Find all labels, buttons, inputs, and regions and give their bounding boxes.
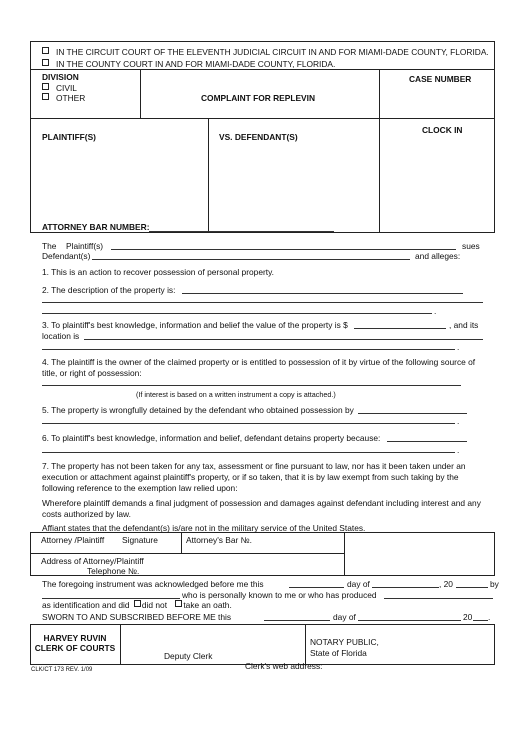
intro-defendants: Defendant(s): [42, 251, 91, 261]
description-field-1[interactable]: [182, 293, 463, 294]
ack-day-of: day of: [347, 579, 370, 589]
divider: [120, 624, 121, 665]
plaintiffs-field[interactable]: [111, 249, 456, 250]
paragraph-3b: , and its: [449, 320, 479, 330]
state-label: State of Florida: [310, 648, 367, 658]
divider: [140, 69, 141, 119]
ack-line-start: The foregoing instrument was acknowledged before me this: [42, 579, 264, 589]
divider: [305, 624, 306, 665]
ack-twenty: , 20: [439, 579, 453, 589]
checkbox-icon[interactable]: [42, 83, 49, 90]
sworn-twenty: 20: [463, 612, 473, 622]
ack-year-field[interactable]: [456, 587, 488, 588]
ack-month-field[interactable]: [372, 587, 439, 588]
case-number-label: CASE NUMBER: [409, 74, 472, 84]
plaintiff-label: PLAINTIFF(S): [42, 132, 96, 142]
attorney-bar-field[interactable]: [149, 231, 334, 232]
checkbox-icon[interactable]: [42, 59, 49, 66]
sworn-year-field[interactable]: [473, 620, 488, 621]
web-address-label: Clerk's web address:: [245, 661, 323, 671]
detains-because-field-2[interactable]: [42, 452, 455, 453]
division-label: DIVISION: [42, 72, 79, 82]
sworn-day-of: day of: [333, 612, 356, 622]
paragraph-7a: 7. The property has not been taken for any tax, assessment or fine pursuant to law, nor has it been taken under an: [42, 461, 466, 471]
description-field-3[interactable]: [42, 313, 432, 314]
wherefore-line-2: costs authorized by law.: [42, 509, 131, 519]
county-court-option[interactable]: [42, 59, 335, 69]
address-label: Address of Attorney/Plaintiff: [41, 556, 144, 566]
divider: [30, 553, 344, 554]
attorney-plaintiff-label: Attorney /Plaintiff: [41, 535, 105, 545]
division-civil-option[interactable]: [42, 83, 77, 93]
did-not-text: did not: [141, 600, 168, 610]
as-identification: [42, 600, 232, 610]
ack-known: who is personally known to me or who has produced: [182, 590, 377, 600]
obtained-by-field-2[interactable]: [42, 423, 455, 424]
paragraph-7c: following reference to the exemption law relied upon:: [42, 483, 238, 493]
ack-id-field[interactable]: [384, 598, 493, 599]
as-id-text: as identification and did: [42, 600, 130, 610]
period-mark: .: [457, 416, 460, 426]
checkbox-icon[interactable]: [42, 93, 49, 100]
period-mark: .: [434, 306, 437, 316]
intro-sues: sues: [462, 241, 480, 251]
clock-in-label: CLOCK IN: [422, 125, 463, 135]
notary-public-label: NOTARY PUBLIC,: [310, 637, 379, 647]
form-title: COMPLAINT FOR REPLEVIN: [201, 93, 315, 103]
ack-name-field[interactable]: [42, 598, 180, 599]
civil-label: CIVIL: [56, 83, 77, 93]
intro-and-alleges: and alleges:: [415, 251, 461, 261]
divider: [208, 118, 209, 233]
period-mark: .: [457, 342, 460, 352]
defendant-label: VS. DEFENDANT(S): [219, 132, 298, 142]
other-label: OTHER: [56, 93, 86, 103]
defendants-field[interactable]: [92, 259, 410, 260]
value-field[interactable]: [354, 328, 446, 329]
divider: [344, 532, 345, 576]
paragraph-5: 5. The property is wrongfully detained by the defendant who obtained possession by: [42, 405, 354, 415]
county-court-label: IN THE COUNTY COURT IN AND FOR MIAMI-DADE COUNTY, FLORIDA.: [56, 59, 336, 69]
did-not-checkbox-icon[interactable]: [134, 600, 141, 607]
intro-plaintiffs: Plaintiff(s): [66, 241, 104, 251]
paragraph-4-note: (If interest is based on a written instrument a copy is attached.): [136, 390, 336, 399]
take-oath-text: take an oath.: [183, 600, 232, 610]
title-field[interactable]: [42, 385, 461, 386]
detains-because-field-1[interactable]: [387, 441, 467, 442]
signature-label: Signature: [122, 535, 158, 545]
paragraph-3c: location is: [42, 331, 80, 341]
checkbox-icon[interactable]: [42, 47, 49, 54]
telephone-label: Telephone №.: [87, 566, 140, 576]
attorney-bar-label: ATTORNEY BAR NUMBER:: [42, 222, 150, 232]
take-oath-checkbox-icon[interactable]: [175, 600, 182, 607]
location-field-1[interactable]: [84, 339, 483, 340]
paragraph-1: 1. This is an action to recover possession of personal property.: [42, 267, 274, 277]
form-id: CLK/CT 173 REV. 1/09: [31, 667, 93, 673]
paragraph-4b: title, or right of possession:: [42, 368, 142, 378]
ack-day-field[interactable]: [289, 587, 344, 588]
division-other-option[interactable]: [42, 93, 85, 103]
sworn-line: SWORN TO AND SUBSCRIBED BEFORE ME this: [42, 612, 232, 622]
location-field-2[interactable]: [42, 349, 455, 350]
obtained-by-field-1[interactable]: [358, 413, 467, 414]
clerk-name: HARVEY RUVIN: [43, 633, 107, 643]
deputy-clerk-label: Deputy Clerk: [164, 651, 213, 661]
ack-by: by: [490, 579, 499, 589]
sworn-period: .: [488, 612, 491, 622]
wherefore-line-1: Wherefore plaintiff demands a final judgment of possession and damages against defendant including interest and any: [42, 498, 481, 508]
description-field-2[interactable]: [42, 302, 483, 303]
bar-no-label: Attorney's Bar №.: [186, 535, 252, 545]
clerk-title: CLERK OF COURTS: [34, 643, 116, 653]
intro-the: The: [42, 241, 57, 251]
sworn-day-field[interactable]: [264, 620, 330, 621]
period-mark: .: [457, 445, 460, 455]
circuit-court-option[interactable]: [42, 47, 489, 57]
paragraph-4a: 4. The plaintiff is the owner of the claimed property or is entitled to possession of it by virtue of the following source of: [42, 357, 476, 367]
affiant-statement: Affiant states that the defendant(s) is/are not in the military service of the United States.: [42, 523, 366, 533]
paragraph-7b: execution or attachment against plaintiff's property, or if so taken, that it is by law exempt from such taking by the: [42, 472, 459, 482]
sworn-month-field[interactable]: [358, 620, 461, 621]
divider: [181, 532, 182, 554]
paragraph-2: 2. The description of the property is:: [42, 285, 176, 295]
paragraph-6: 6. To plaintiff's best knowledge, information and belief, defendant detains property because:: [42, 433, 381, 443]
paragraph-3a: 3. To plaintiff's best knowledge, information and belief the value of the property is $: [42, 320, 348, 330]
circuit-court-label: IN THE CIRCUIT COURT OF THE ELEVENTH JUDICIAL CIRCUIT IN AND FOR MIAMI-DADE COUNTY, FLORIDA.: [56, 47, 489, 57]
